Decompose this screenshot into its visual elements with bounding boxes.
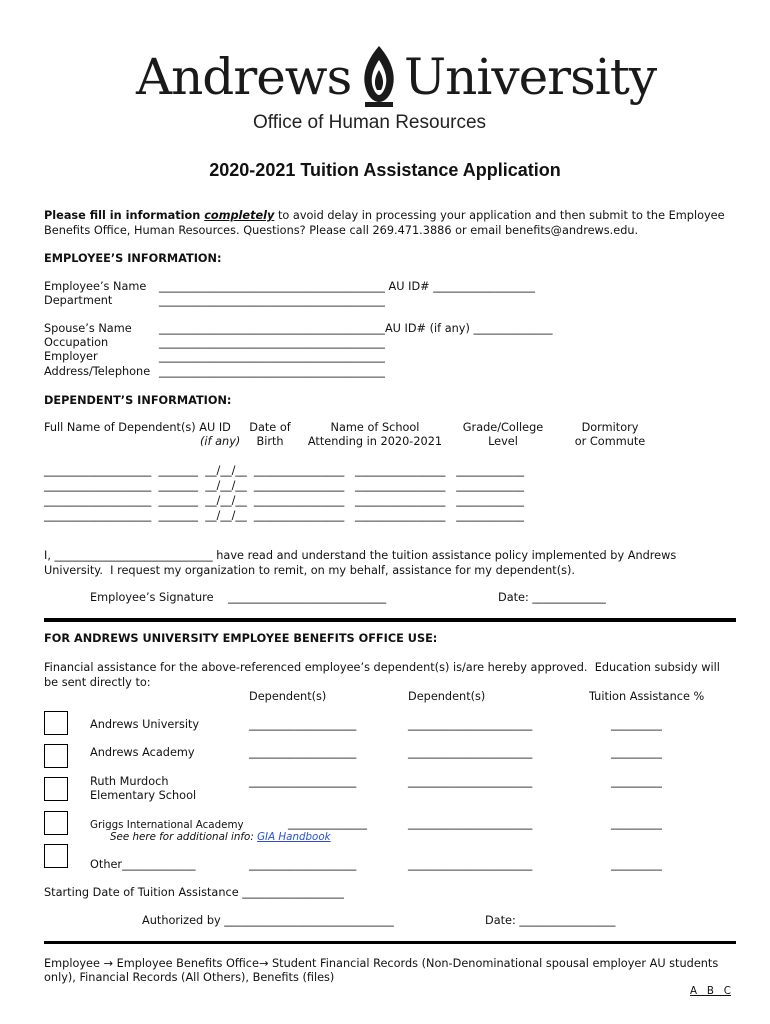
distribution-letters: A B C xyxy=(690,985,731,997)
school-ruth-murdoch-2: Elementary School xyxy=(90,789,197,802)
dependent-heading: DEPENDENT’S INFORMATION: xyxy=(44,394,232,407)
spouse-name-field[interactable]: ________________________________________AU ID# (if any) ______________ xyxy=(159,322,553,335)
dependent-row-4[interactable]: ___________________ _______ __/__/__ ________________ ________________ ____________ xyxy=(44,509,524,522)
dependent-col-grade-1: Grade/College xyxy=(462,421,544,434)
dependent-row-1[interactable]: ___________________ _______ __/__/__ ________________ ________________ ____________ xyxy=(44,464,524,477)
dependent-col-name: Full Name of Dependent(s) AU ID xyxy=(44,421,231,434)
address-label: Address/Telephone xyxy=(44,365,151,378)
school-5-dependent-b[interactable]: ______________________ xyxy=(408,858,533,871)
school-3-percent[interactable]: _________ xyxy=(611,775,662,788)
school-other[interactable]: Other_____________ xyxy=(90,858,196,871)
dependent-col-school-1: Name of School xyxy=(330,421,420,434)
employer-label: Employer xyxy=(44,350,98,363)
occupation-label: Occupation xyxy=(44,336,109,349)
office-subtitle: Office of Human Resources xyxy=(253,112,487,133)
gia-info-note: See here for additional info: GIA Handbook xyxy=(110,831,331,843)
school-griggs: Griggs International Academy xyxy=(90,819,244,831)
school-4-dependent-a[interactable]: ______________ xyxy=(288,817,368,830)
school-2-dependent-b[interactable]: ______________________ xyxy=(408,746,533,759)
employer-field[interactable]: ________________________________________ xyxy=(159,350,385,363)
checkbox-griggs[interactable] xyxy=(44,811,68,835)
school-4-dependent-b[interactable]: ______________________ xyxy=(408,817,533,830)
start-date-field[interactable]: Starting Date of Tuition Assistance __________________ xyxy=(44,886,344,899)
department-label: Department xyxy=(44,294,113,307)
dependent-col-school-2: Attending in 2020-2021 xyxy=(307,435,443,448)
signature-date-field[interactable]: Date: _____________ xyxy=(498,591,606,604)
spouse-name-label: Spouse’s Name xyxy=(44,322,132,335)
employee-name-label: Employee’s Name xyxy=(44,280,147,293)
intro-line-1: Please fill in information completely to avoid delay in processing your application and then submit to the Employee xyxy=(44,209,725,222)
school-2-percent[interactable]: _________ xyxy=(611,746,662,759)
occupation-field[interactable]: ________________________________________ xyxy=(159,336,385,349)
school-1-dependent-b[interactable]: ______________________ xyxy=(408,718,533,731)
authorized-date-field[interactable]: Date: _________________ xyxy=(485,914,616,927)
authorized-by-field[interactable]: Authorized by ______________________________ xyxy=(142,914,394,927)
dependent-col-dorm-1: Dormitory xyxy=(581,421,639,434)
school-4-percent[interactable]: _________ xyxy=(611,817,662,830)
office-col-tuition: Tuition Assistance % xyxy=(589,690,705,703)
routing-line-1: Employee → Employee Benefits Office→ Student Financial Records (Non-Denominational spousal employer AU students xyxy=(44,957,719,970)
checkbox-other[interactable] xyxy=(44,844,68,868)
logo-andrews: Andrews xyxy=(136,48,352,106)
dependent-row-2[interactable]: ___________________ _______ __/__/__ ________________ ________________ ____________ xyxy=(44,479,524,492)
page-title: 2020-2021 Tuition Assistance Application xyxy=(209,160,561,180)
school-andrews-academy: Andrews Academy xyxy=(90,746,195,759)
agreement-line-2: University. I request my organization to remit, on my behalf, assistance for my dependent(s). xyxy=(44,564,575,577)
employee-name-field[interactable]: ________________________________________ AU ID# __________________ xyxy=(159,280,535,293)
school-3-dependent-b[interactable]: ______________________ xyxy=(408,775,533,788)
office-col-dependents-b: Dependent(s) xyxy=(408,690,486,703)
school-5-dependent-a[interactable]: ___________________ xyxy=(249,858,357,871)
dependent-col-dorm-2: or Commute xyxy=(574,435,646,448)
dependent-col-dob-2: Birth xyxy=(256,435,284,448)
checkbox-andrews-academy[interactable] xyxy=(44,744,68,768)
department-field[interactable]: ________________________________________ xyxy=(159,294,385,307)
logo-university: University xyxy=(404,48,657,106)
section-divider xyxy=(44,618,736,622)
office-col-dependents-a: Dependent(s) xyxy=(249,690,327,703)
signature-field[interactable]: ____________________________ xyxy=(228,591,387,604)
office-use-para-2: be sent directly to: xyxy=(44,676,151,689)
school-2-dependent-a[interactable]: ___________________ xyxy=(249,746,357,759)
agreement-line-1: I, ____________________________ have read and understand the tuition assistance policy implemented by Andrews xyxy=(44,549,677,562)
dependent-col-grade-2: Level xyxy=(488,435,518,448)
dependent-col-dob-1: Date of xyxy=(249,421,291,434)
routing-line-2: only), Financial Records (All Others), Benefits (files) xyxy=(44,971,335,984)
signature-label: Employee’s Signature xyxy=(90,591,214,604)
dependent-col-name-sub: (if any) xyxy=(200,435,241,448)
office-use-para-1: Financial assistance for the above-referenced employee’s dependent(s) is/are hereby approved. Education subsidy will xyxy=(44,661,720,674)
school-5-percent[interactable]: _________ xyxy=(611,858,662,871)
checkbox-andrews-university[interactable] xyxy=(44,711,68,735)
employee-heading: EMPLOYEE’S INFORMATION: xyxy=(44,252,222,265)
school-3-dependent-a[interactable]: ___________________ xyxy=(249,775,357,788)
checkbox-ruth-murdoch[interactable] xyxy=(44,777,68,801)
school-andrews-university: Andrews University xyxy=(90,718,200,731)
flame-logo-icon xyxy=(357,44,401,110)
intro-line-2: Benefits Office, Human Resources. Questions? Please call 269.471.3886 or email benefits@andrews.edu. xyxy=(44,224,639,237)
school-1-dependent-a[interactable]: ___________________ xyxy=(249,718,357,731)
dependent-row-3[interactable]: ___________________ _______ __/__/__ ________________ ________________ ____________ xyxy=(44,494,524,507)
office-use-heading: FOR ANDREWS UNIVERSITY EMPLOYEE BENEFITS OFFICE USE: xyxy=(44,632,438,645)
gia-handbook-link[interactable]: GIA Handbook xyxy=(257,831,331,843)
footer-divider xyxy=(44,941,736,944)
school-ruth-murdoch-1: Ruth Murdoch xyxy=(90,775,169,788)
school-1-percent[interactable]: _________ xyxy=(611,718,662,731)
address-field[interactable]: ________________________________________ xyxy=(159,365,385,378)
